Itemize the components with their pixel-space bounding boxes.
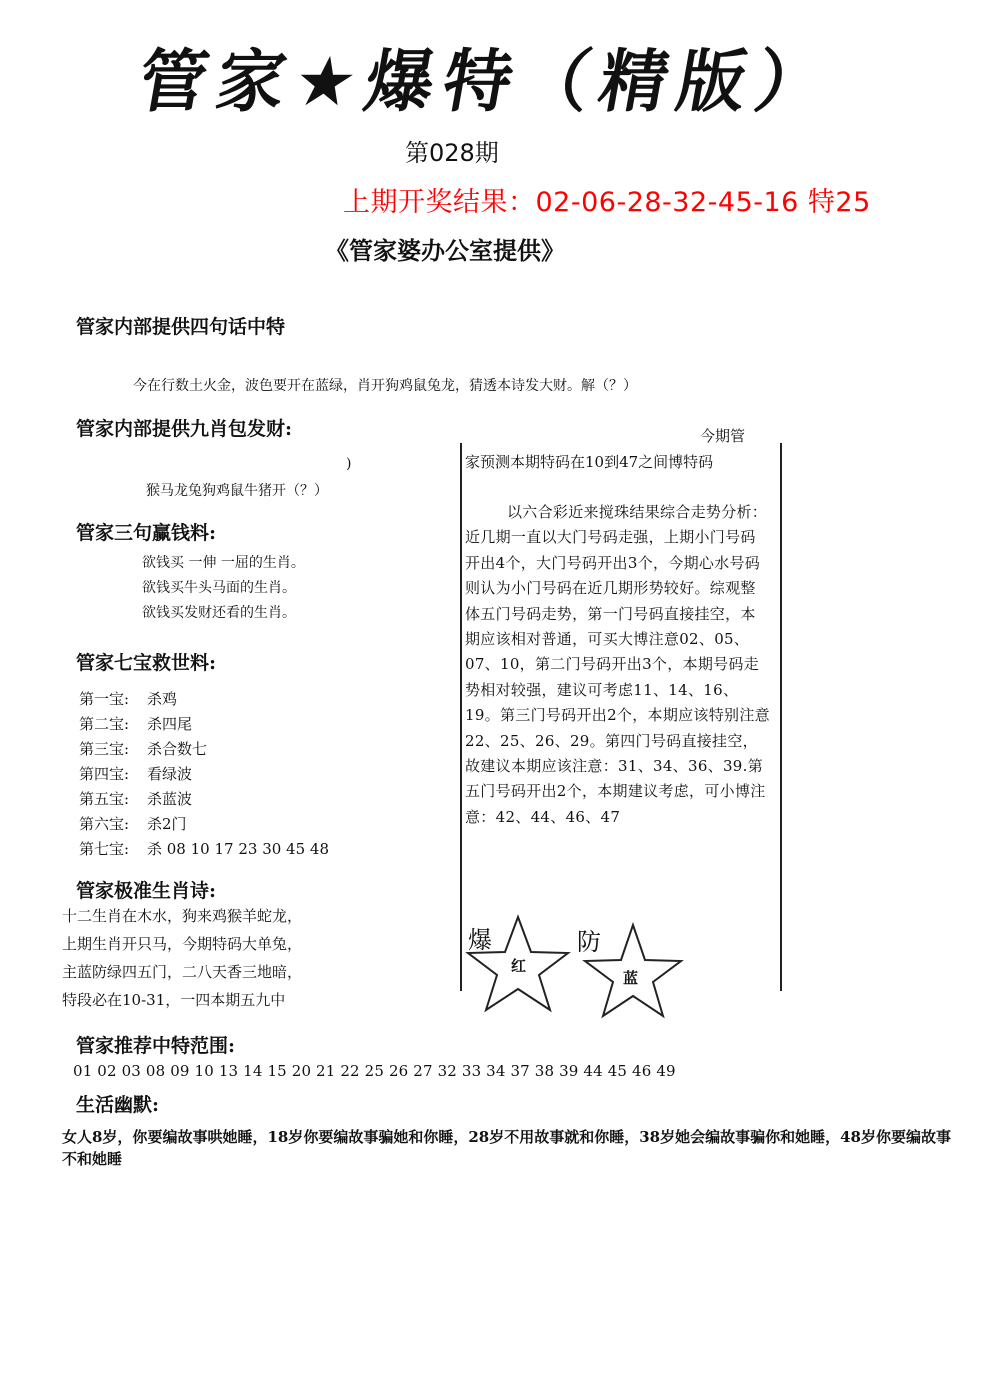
three-sentences-line: 欲钱买发财还看的生肖。 (142, 605, 296, 621)
treasure-value: 杀2门 (147, 815, 187, 833)
nine-zodiac-mark: ) (346, 456, 352, 472)
treasure-value: 杀 08 10 17 23 30 45 48 (147, 840, 329, 858)
range-numbers: 01 02 03 08 09 10 13 14 15 20 21 22 25 26 27 32 33 34 37 38 39 44 45 46 49 (73, 1062, 676, 1080)
treasure-label: 第六宝: (79, 815, 130, 833)
treasure-label: 第三宝: (79, 740, 130, 758)
four-sentences-text: 今在行数土火金，波色要开在蓝绿，肖开狗鸡鼠兔龙，猜透本诗发大财。解（？） (133, 378, 637, 394)
prediction-box-top-text: 今期管 (700, 427, 746, 445)
treasure-label: 第五宝: (79, 790, 130, 808)
section-title-seven-treasures: 管家七宝救世料: (76, 652, 217, 674)
section-title-three-sentences: 管家三句赢钱料: (76, 522, 217, 544)
treasure-value: 杀合数七 (147, 740, 208, 758)
treasure-value: 杀鸡 (147, 690, 178, 708)
treasure-value: 杀蓝波 (147, 790, 193, 808)
last-draw-result: 上期开奖结果：02-06-28-32-45-16 特25 (343, 187, 871, 218)
treasure-label: 第二宝: (79, 715, 130, 733)
poem-line: 主蓝防绿四五门，二八天香三地暗， (62, 963, 303, 981)
section-title-nine-zodiac: 管家内部提供九肖包发财: (76, 418, 293, 440)
poem-line: 上期生肖开只马，今期特码大单兔， (62, 935, 303, 953)
masthead-title: 管家★爆特（精版） (131, 43, 841, 122)
treasure-label: 第一宝: (79, 690, 130, 708)
treasure-label: 第四宝: (79, 765, 130, 783)
section-title-range: 管家推荐中特范围: (76, 1035, 236, 1057)
nine-zodiac-text: 猴马龙兔狗鸡鼠牛猪开（？） (146, 483, 328, 499)
star-left-label: 爆 (468, 926, 492, 954)
issue-number: 第028期 (405, 139, 499, 167)
three-sentences-line: 欲钱买 一伸 一屈的生肖。 (142, 555, 305, 571)
three-sentences-line: 欲钱买牛头马面的生肖。 (142, 580, 296, 596)
star-right-label: 防 (577, 928, 601, 956)
treasure-label: 第七宝: (79, 840, 130, 858)
treasure-value: 看绿波 (147, 765, 193, 783)
poem-line: 十二生肖在木水，狗来鸡猴羊蛇龙， (62, 907, 303, 925)
star-left-inner-text: 红 (511, 957, 527, 975)
section-title-poem: 管家极准生肖诗: (76, 880, 217, 902)
humor-text: 女人8岁，你要编故事哄她睡，18岁你要编故事骗她和你睡，28岁不用故事就和你睡，38岁她会编故事骗你和她睡，48岁你要编故事不和她睡 (62, 1128, 951, 1168)
provider-line: 《管家婆办公室提供》 (325, 236, 565, 265)
section-title-humor: 生活幽默: (76, 1094, 160, 1116)
prediction-box-paragraph: 以六合彩近来搅珠结果综合走势分析：近几期一直以大门号码走强，上期小门号码开出4个，大门号码开出3个，今期心水号码则认为小门号码在近几期形势较好。综观整体五门号码走势，第一门号码直接挂空，本期应该相对普通，可买大博注意02、05、07、10，第二门号码开出3个，本期号码走势相对较强，建议可考虑11、14、16、19。第三门号码开出2个，本期应该特别注意22、25、26、29。第四门号码直接挂空，故建议本期应该注意：31、34、36、39.第五门号码开出2个，本期建议考虑，可小博注意：42、44、46、47 (465, 503, 770, 826)
treasure-value: 杀四尾 (147, 715, 193, 733)
section-title-four-sentences: 管家内部提供四句话中特 (76, 316, 286, 338)
poem-line: 特段必在10-31，一四本期五九中 (62, 991, 286, 1009)
star-right-inner-text: 蓝 (623, 969, 639, 987)
prediction-box-first-line: 家预测本期特码在10到47之间博特码 (465, 453, 714, 471)
